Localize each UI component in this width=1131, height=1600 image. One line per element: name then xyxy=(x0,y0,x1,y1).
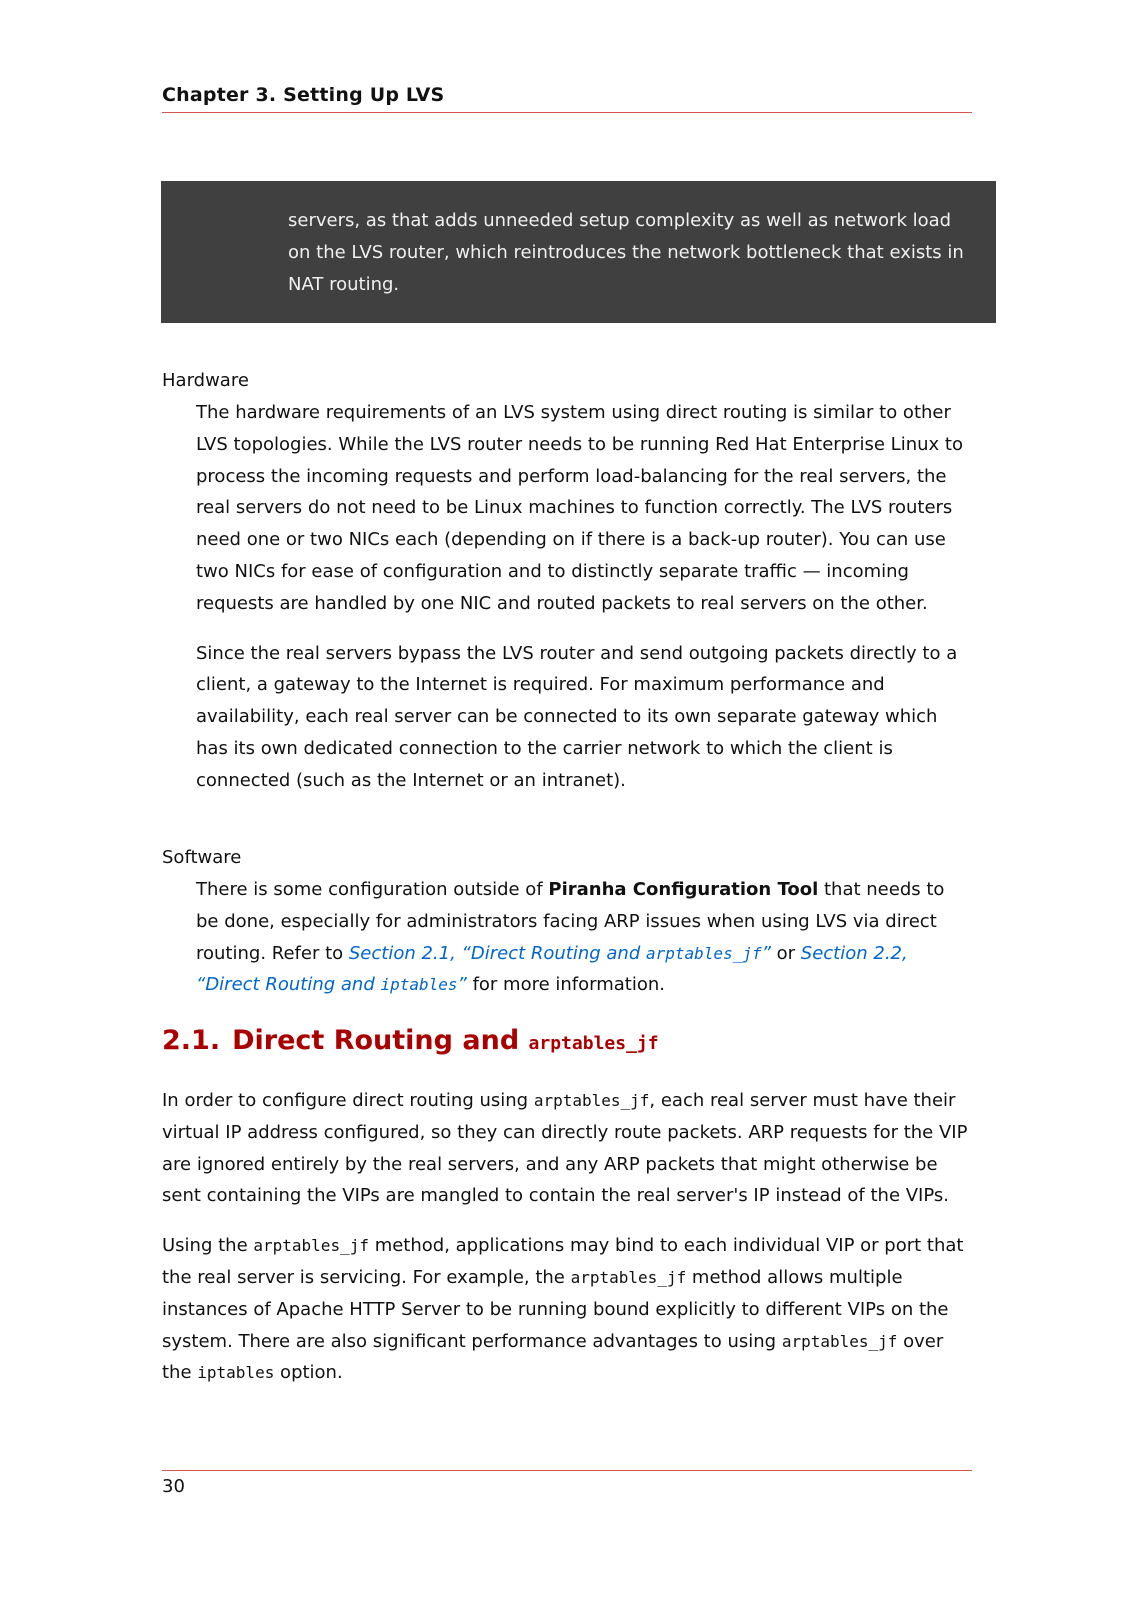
p1-text-a: In order to configure direct routing using xyxy=(162,1090,534,1111)
link-section-2-2-text: Section 2.2, “Direct Routing and xyxy=(196,942,908,996)
link-section-2-1-code: arptables_jf xyxy=(646,943,762,963)
p2-code-3: arptables_jf xyxy=(781,1331,898,1351)
software-entry xyxy=(162,842,972,1019)
link-section-2-2-end: ” xyxy=(457,974,467,996)
software-text-2: that needs to be done, especially for administrators facing ARP issues when using LVS via direct routing. Refer to xyxy=(196,879,945,964)
software-text-4: for more information. xyxy=(466,974,666,996)
p2-code-2: arptables_jf xyxy=(570,1267,687,1287)
link-section-2-1-end: ” xyxy=(761,942,771,964)
software-definition xyxy=(196,874,972,1001)
section-body xyxy=(162,1085,972,1407)
link-section-2-1-text: Section 2.1, “Direct Routing and xyxy=(348,942,646,964)
hardware-paragraph-2: Since the real servers bypass the LVS router and send outgoing packets directly to a client, a gateway to the Internet is required. For maximum performance and availability, each real server can be connected to its own separate gateway which has its own dedicated connection to the carrier network to which the client is connected (such as the Internet or an intranet). xyxy=(196,642,958,791)
chapter-header: Chapter 3. Setting Up LVS xyxy=(162,84,445,106)
p2-text-c: method allows multiple instances of Apache HTTP Server to be running bound explicitly to different VIPs on the system. There are also significant performance advantages to using xyxy=(162,1266,949,1352)
footer-rule xyxy=(162,1470,972,1471)
hardware-term: Hardware xyxy=(162,370,249,391)
piranha-tool-name: Piranha Configuration Tool xyxy=(548,879,819,900)
link-section-2-2-code: iptables xyxy=(380,975,458,995)
p2-text-a: Using the xyxy=(162,1235,254,1257)
p2-text-e: option. xyxy=(274,1362,343,1384)
note-text: servers, as that adds unneeded setup complexity as well as network load on the LVS router, which reintroduces the network bottleneck that exists in NAT routing. xyxy=(288,210,964,295)
section-title-code: arptables_jf xyxy=(528,1033,659,1054)
header-rule xyxy=(162,112,972,113)
software-text-3: or xyxy=(770,942,801,964)
link-section-2-1[interactable] xyxy=(349,943,771,964)
p1-text-b: , each real server must have their virtual IP address configured, so they can directly route packets. ARP requests for the VIP are ignored entirely by the real servers, and any ARP packets that might otherwise be sent containing the VIPs are mangled to contain the real server's IP instead of the VIPs. xyxy=(162,1090,968,1207)
p1-code: arptables_jf xyxy=(533,1091,650,1110)
p2-code-4: iptables xyxy=(197,1363,275,1383)
software-paragraph xyxy=(196,874,972,1001)
software-term: Software xyxy=(162,847,242,868)
hardware-definition xyxy=(196,397,972,797)
section-paragraph-2 xyxy=(162,1230,972,1389)
p2-text-d: over the xyxy=(162,1330,944,1384)
section-heading xyxy=(162,1025,659,1056)
section-title: Direct Routing and xyxy=(232,1025,529,1056)
section-paragraph-1 xyxy=(162,1085,972,1212)
section-number: 2.1. xyxy=(162,1025,221,1056)
software-text-1: There is some configuration outside of xyxy=(196,879,549,900)
hardware-paragraph-1: The hardware requirements of an LVS system using direct routing is similar to other LVS topologies. While the LVS router needs to be running Red Hat Enterprise Linux to process the incoming requests and perform load-balancing for the real servers, the real servers do not need to be Linux machines to function correctly. The LVS routers need one or two NICs each (depending on if there is a back-up router). You can use two NICs for ease of configuration and to distinctly separate traffic — incoming requests are handled by one NIC and routed packets to real servers on the other. xyxy=(196,402,963,614)
note-box xyxy=(161,181,996,323)
p2-text-b: method, applications may bind to each individual VIP or port that the real server is servicing. For example, the xyxy=(162,1235,964,1288)
page-number: 30 xyxy=(162,1476,185,1497)
p2-code-1: arptables_jf xyxy=(253,1236,369,1256)
hardware-entry xyxy=(162,365,972,815)
